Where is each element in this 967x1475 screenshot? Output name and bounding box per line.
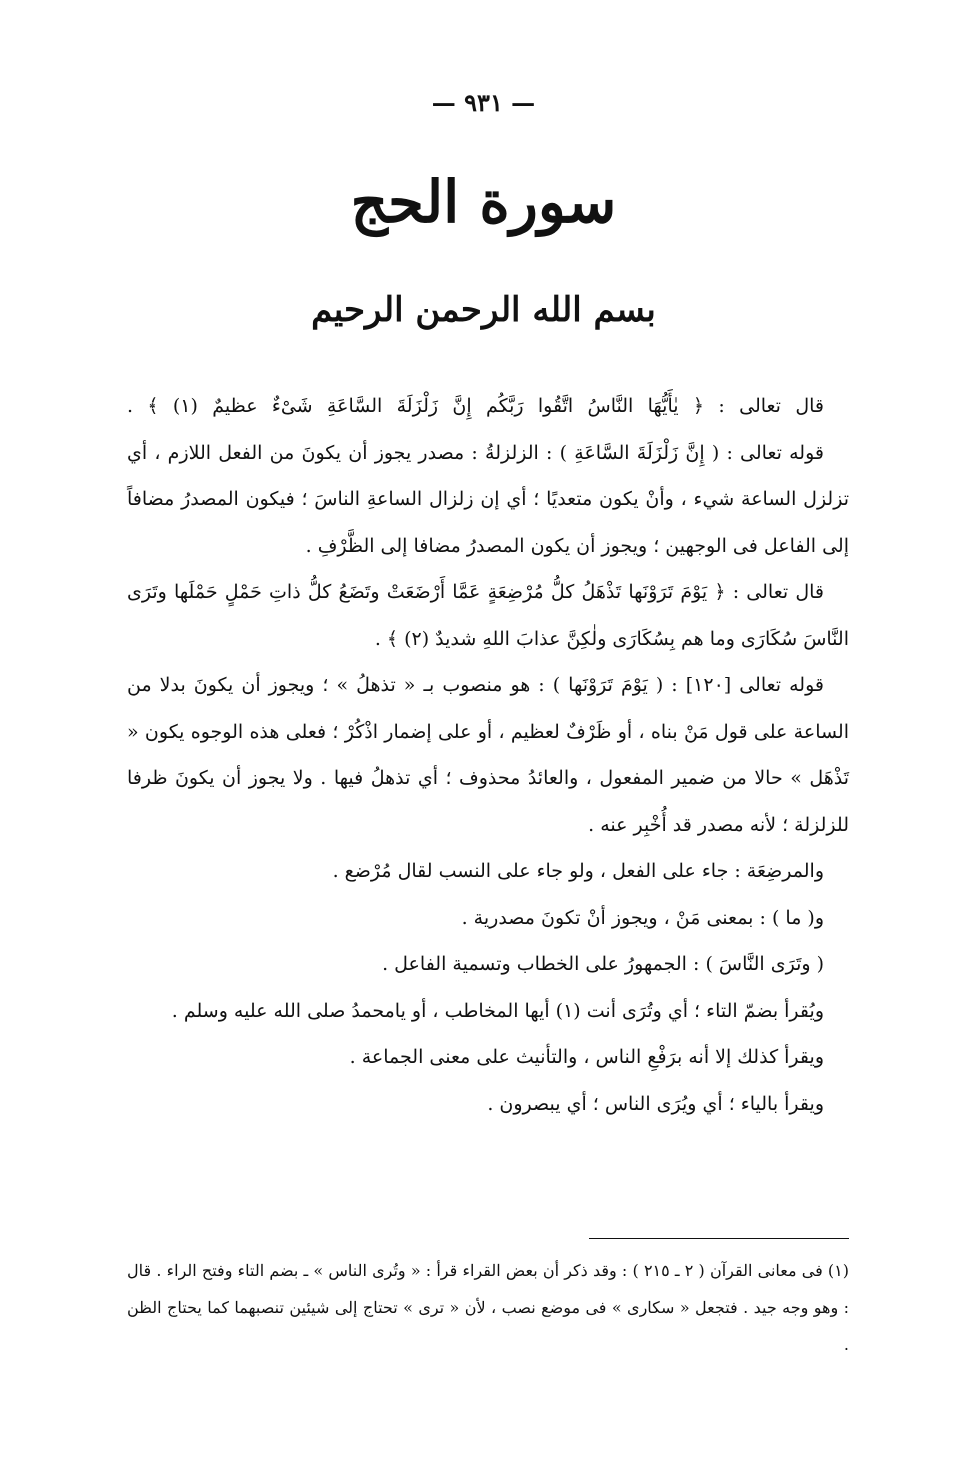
paragraph-reading-2: ويقرأ كذلك إلا أنه برَفْعِ الناس ، والتأنيث على معنى الجماعة .: [349, 1046, 824, 1068]
basmala: بسم الله الرحمن الرحيم: [311, 290, 656, 330]
paragraph-commentary-1: قوله تعالى : ( إِنَّ زَلْزَلَةَ السَّاعَةِ ) : الزلزلةُ : مصدر يجوز أن يكونَ من الفعل اللازم ، أي تزلزل الساعة شيء ، وأنْ يكون متعديًا ؛ أي إن زلزال الساعةِ الناسَ ؛ فيكون المصدرُ مضافاً إلى الفاعل فى الوجهين ؛ ويجوز أن يكون المصدرُ مضافا إلى الظَّرْفِ .: [127, 441, 849, 557]
paragraph-murdia: والمرضِعَة : جاء على الفعل ، ولو جاء على النسب لقال مُرْضع .: [332, 860, 824, 882]
footnote: [127, 1252, 849, 1363]
footnote-divider: [589, 1238, 849, 1239]
paragraph-verse-2: قال تعالى : ﴿ يَوْمَ تَرَوْنَها تَذْهَلُ كلُّ مُرْضِعَةٍ عَمَّا أَرْضَعَتْ وتَضَعُ كلُّ ذاتِ حَمْلٍ حَمْلَها وتَرَى النَّاسَ سُكَارَى وما هم بِسُكَارَى ولٰكِنَّ عذابَ اللهِ شديدٌ (٢) ﴾ .: [127, 581, 849, 650]
paragraph-ma: و( ما ) : بمعنى مَنْ ، ويجوز أنْ تكونَ مصدرية .: [461, 906, 824, 929]
main-text: [127, 383, 849, 1127]
paragraph-wa-tara: ( وتَرَى النَّاسَ ) : الجمهورُ على الخطاب وتسمية الفاعل .: [382, 953, 824, 975]
footnote-text: (١) فى معانى القرآن ( ٢ ـ ٢١٥ ) : وقد ذكر أن بعض القراء قرأ : « وتُرى الناس » ـ بضم التاء وفتح الراء . قال : وهو وجه جيد . فتجعل « سكارى » فى موضع نصب ، لأن « ترى » تحتاج إلى شيئين تنصبهما كما يحتاج الظن .: [127, 1261, 850, 1354]
paragraph-commentary-2: قوله تعالى [١٢٠] : ( يَوْمَ تَرَوْنَها ) : هو منصوب بـ « تذهلُ » ؛ ويجوز أن يكونَ بدلا من الساعة على قول مَنْ بناه ، أو ظَرْفٌ لعظيم ، أو على إضمار اذْكُرْ ؛ فعلى هذه الوجوه يكون « تَذْهَل » حالا من ضمير المفعول ، والعائدُ محذوف ؛ أي تذهلُ فيها . ولا يجوز أن يكونَ ظرفا للزلزلة ؛ لأنه مصدر قد أُخْبِر عنه .: [127, 674, 849, 836]
surah-title: سورة الحج: [350, 168, 617, 236]
paragraph-reading-1: ويُقرأ بضمّ التاء ؛ أي وتُرَى أنت (١) أيها المخاطب ، أو يامحمدُ صلى الله عليه وسلم .: [171, 999, 824, 1022]
paragraph-verse-1: قال تعالى : ﴿ يٰأَيُّهَا النَّاسُ اتَّقُوا رَبَّكُم إِنَّ زَلْزَلَةَ السَّاعَةِ شَىْءٌ عظيمٌ (١) ﴾ .: [127, 395, 824, 417]
paragraph-reading-3: ويقرأ بالياء ؛ أي ويُرَى الناس ؛ أي يبصرون .: [487, 1092, 824, 1115]
page-number: — ٩٣١ —: [431, 88, 536, 117]
